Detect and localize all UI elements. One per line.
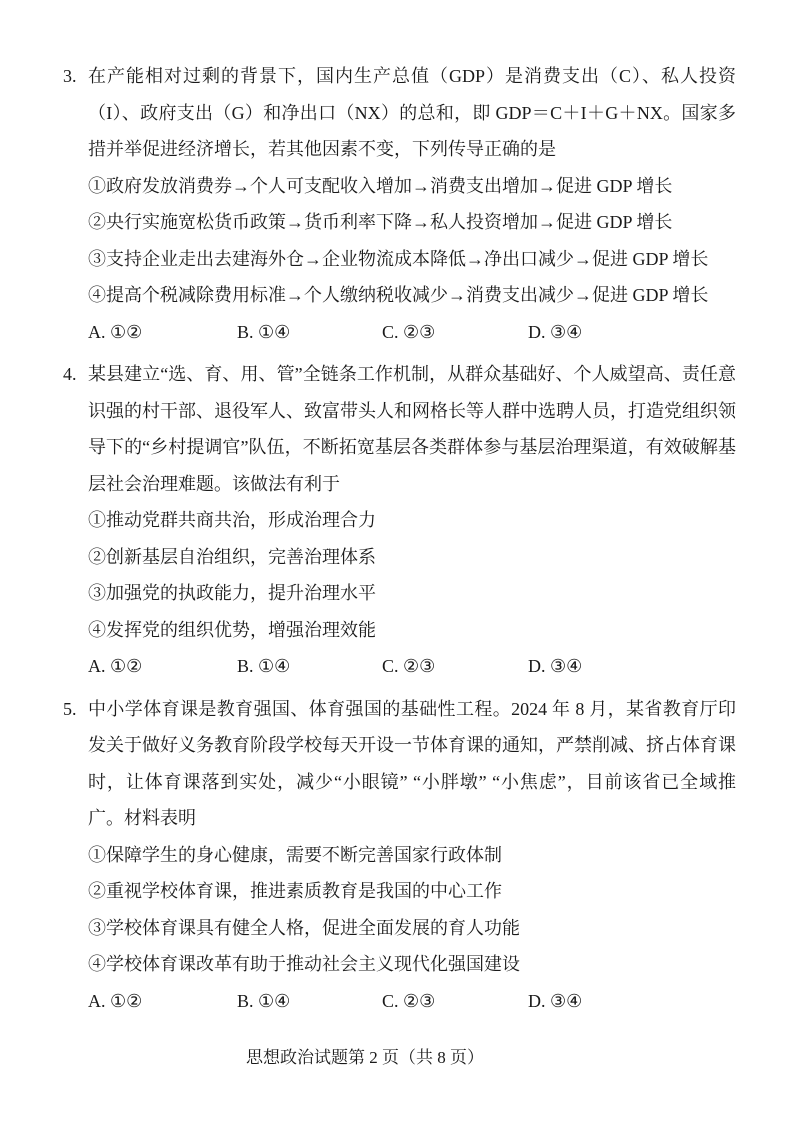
choice-b: B. ①④	[237, 656, 291, 676]
question-body	[88, 691, 736, 1020]
question-5	[63, 691, 736, 1020]
question-number: 5.	[63, 698, 77, 719]
choice-b: B. ①④	[237, 990, 291, 1011]
choice-b: B. ①④	[237, 321, 291, 342]
question-4	[63, 356, 736, 685]
question-number: 4.	[63, 364, 77, 384]
choice-a: A. ①②	[88, 321, 143, 342]
question-body	[88, 58, 736, 350]
choice-d: D. ③④	[528, 990, 583, 1011]
option-1: ①推动党群共商共治，形成治理合力	[88, 510, 376, 530]
choice-a: A. ①②	[88, 990, 143, 1011]
option-1: ①政府发放消费券→个人可支配收入增加→消费支出增加→促进 GDP 增长	[88, 175, 673, 196]
option-4: ④发挥党的组织优势，增强治理效能	[88, 619, 376, 640]
question-number: 3.	[63, 66, 77, 86]
option-1: ①保障学生的身心健康，需要不断完善国家行政体制	[88, 844, 502, 865]
question-3	[63, 58, 736, 350]
question-stem: 在产能相对过剩的背景下，国内生产总值（GDP）是消费支出（C）、私人投资（I）、政府支出（G）和净出口（NX）的总和，即 GDP＝C＋I＋G＋NX。国家多措并举促进经济增长，若其他因素不变，下列传导正确的是	[88, 66, 736, 159]
option-3: ③支持企业走出去建海外仓→企业物流成本降低→净出口减少→促进 GDP 增长	[88, 248, 709, 269]
question-stem: 某县建立“选、育、用、管”全链条工作机制，从群众基础好、个人威望高、责任意识强的村干部、退役军人、致富带头人和网格长等人群中选聘人员，打造党组织领导下的“乡村提调官”队伍，不断拓宽基层各类群体参与基层治理渠道，有效破解基层社会治理难题。该做法有利于	[88, 364, 736, 494]
option-3: ③学校体育课具有健全人格，促进全面发展的育人功能	[88, 917, 520, 938]
page-footer: 思想政治试题第 2 页（共 8 页）	[246, 1048, 484, 1067]
question-stem: 中小学体育课是教育强国、体育强国的基础性工程。2024 年 8 月，某省教育厅印发关于做好义务教育阶段学校每天开设一节体育课的通知，严禁削减、挤占体育课时，让体育课落到实处，减少“小眼镜” “小胖墩” “小焦虑”，目前该省已全域推广。材料表明	[88, 698, 736, 828]
choices-row	[88, 983, 736, 1020]
option-4: ④提高个税减除费用标准→个人缴纳税收减少→消费支出减少→促进 GDP 增长	[88, 285, 709, 305]
choice-c: C. ②③	[382, 990, 436, 1011]
option-3: ③加强党的执政能力，提升治理水平	[88, 583, 376, 603]
choice-d: D. ③④	[528, 321, 583, 342]
question-body	[88, 356, 736, 685]
choice-c: C. ②③	[382, 656, 436, 676]
option-2: ②重视学校体育课，推进素质教育是我国的中心工作	[88, 881, 502, 901]
choice-d: D. ③④	[528, 656, 583, 676]
choices-row	[88, 314, 736, 351]
option-4: ④学校体育课改革有助于推动社会主义现代化强国建设	[88, 954, 520, 974]
choice-a: A. ①②	[88, 656, 143, 676]
choice-c: C. ②③	[382, 321, 436, 342]
option-2: ②央行实施宽松货币政策→货币利率下降→私人投资增加→促进 GDP 增长	[88, 212, 673, 232]
choices-row	[88, 648, 736, 685]
option-2: ②创新基层自治组织，完善治理体系	[88, 546, 376, 567]
